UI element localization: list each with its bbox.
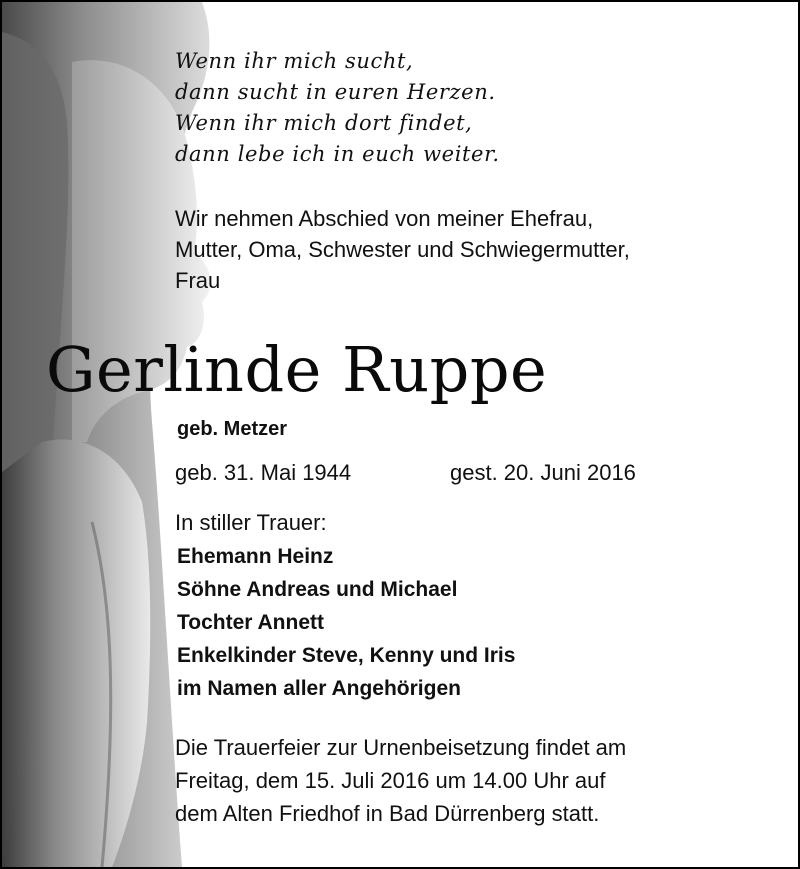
- ceremony-line: dem Alten Friedhof in Bad Dürrenberg statt.: [175, 801, 600, 826]
- farewell-line: Mutter, Oma, Schwester und Schwiegermutter,: [175, 237, 630, 262]
- memorial-poem: [175, 46, 500, 170]
- ceremony-line: Freitag, dem 15. Juli 2016 um 14.00 Uhr auf: [175, 768, 606, 793]
- farewell-line: Wir nehmen Abschied von meiner Ehefrau,: [175, 206, 594, 231]
- mourner-item: Tochter Annett: [177, 611, 324, 634]
- birth-date: geb. 31. Mai 1944: [175, 460, 352, 485]
- poem-line: dann sucht in euren Herzen.: [175, 80, 496, 104]
- farewell-line: Frau: [175, 268, 221, 293]
- notice-text: [2, 2, 798, 867]
- ceremony-announcement: [175, 731, 626, 830]
- poem-line: Wenn ihr mich dort findet,: [175, 111, 473, 135]
- mourner-item: Ehemann Heinz: [177, 545, 334, 568]
- maiden-name: geb. Metzer: [177, 418, 288, 440]
- mourner-item: Enkelkinder Steve, Kenny und Iris: [177, 644, 516, 667]
- poem-line: dann lebe ich in euch weiter.: [175, 142, 500, 166]
- farewell-text: [175, 203, 630, 296]
- poem-line: Wenn ihr mich sucht,: [175, 49, 414, 73]
- death-date: gest. 20. Juni 2016: [450, 460, 636, 485]
- mourner-item: im Namen aller Angehörigen: [177, 677, 461, 700]
- mourners-list: [177, 540, 515, 705]
- mourning-intro: In stiller Trauer:: [175, 510, 327, 535]
- life-dates: [175, 456, 636, 490]
- deceased-name: Gerlinde Ruppe: [46, 333, 548, 406]
- ceremony-line: Die Trauerfeier zur Urnenbeisetzung findet am: [175, 735, 627, 760]
- mourner-item: Söhne Andreas und Michael: [177, 578, 458, 601]
